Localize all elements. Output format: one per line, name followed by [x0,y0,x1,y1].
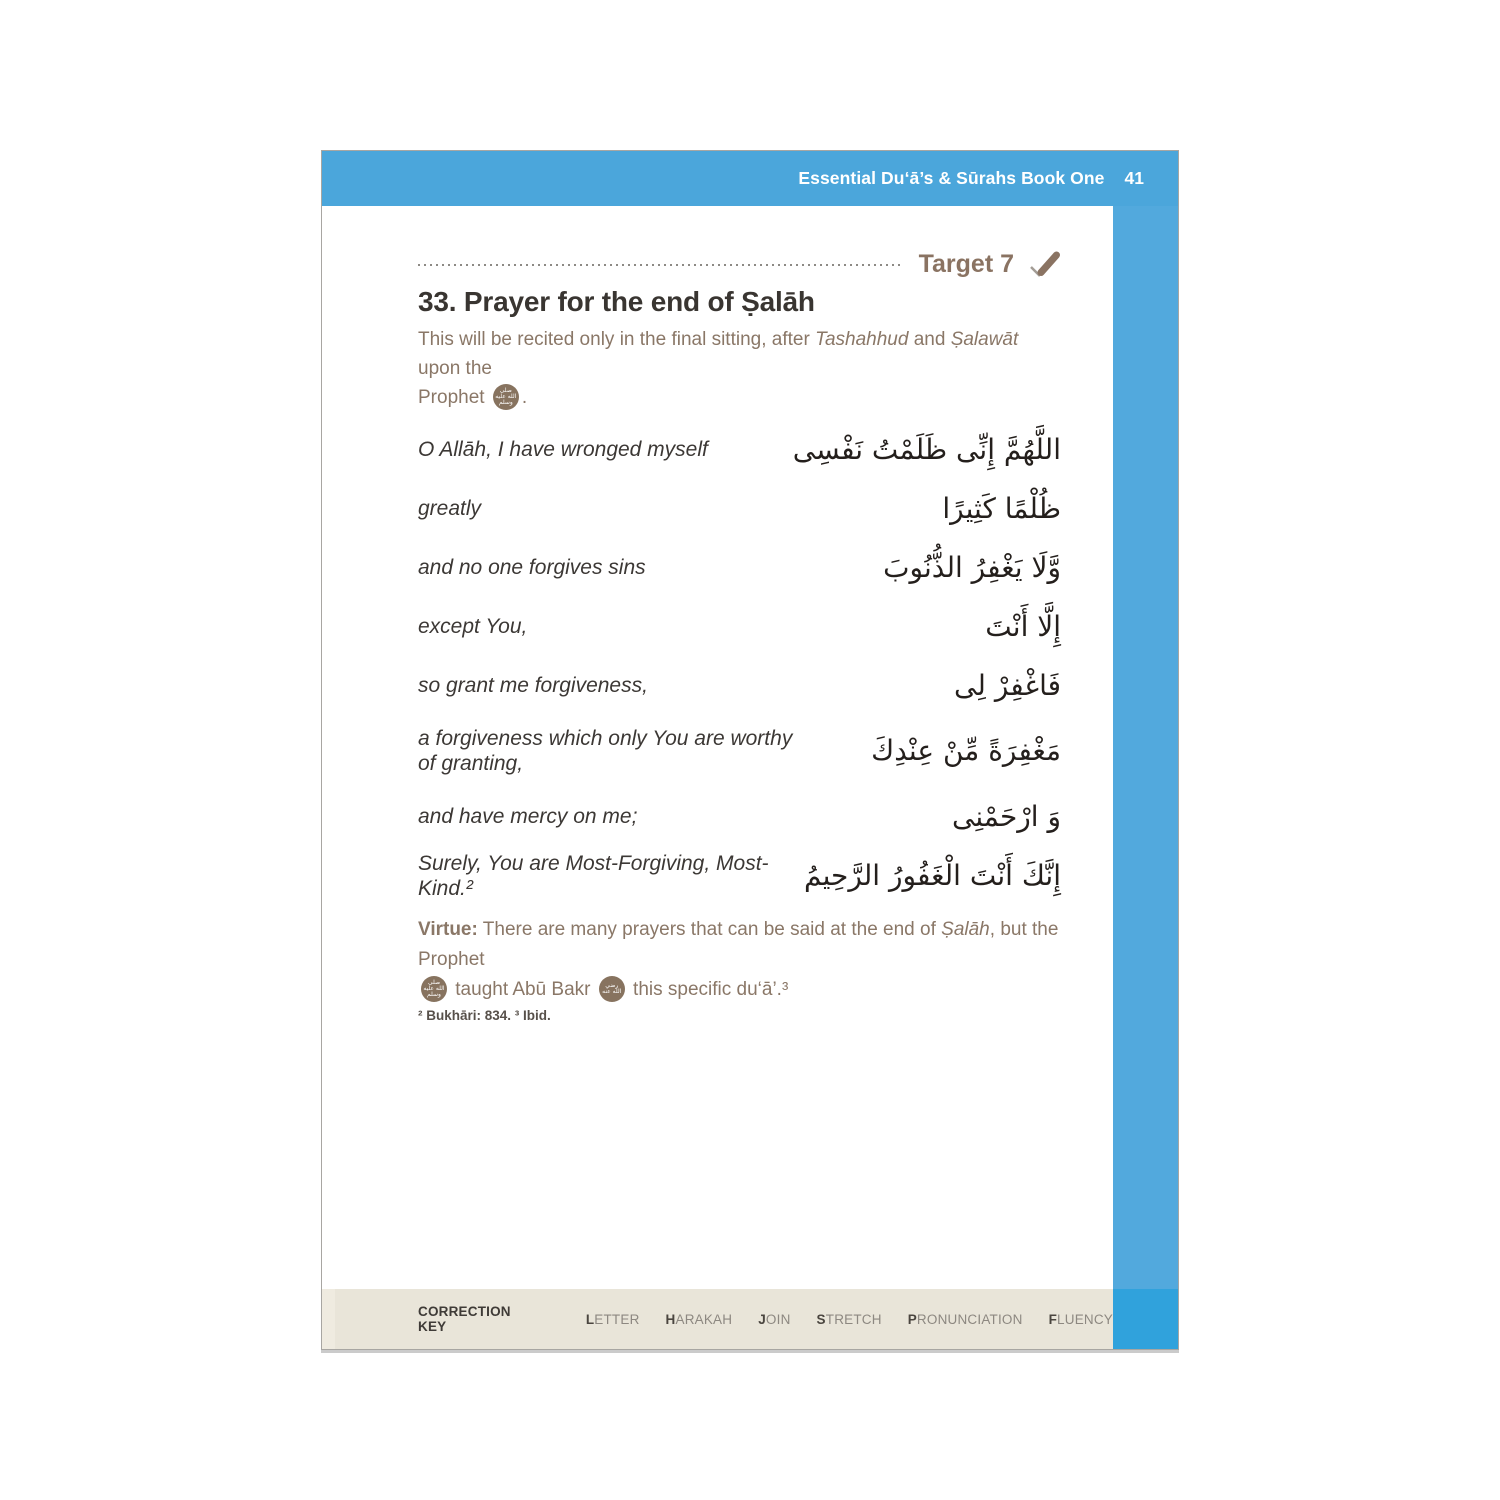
page-number: 41 [1124,168,1144,188]
text-segment: this specific du‘ā’.³ [627,979,789,1000]
sidebar-blue-band [1113,206,1178,1289]
dua-arabic-text: وَ ارْحَمْنِى [951,799,1061,833]
page-content [322,206,1113,1023]
book-title: Essential Du‘ā’s & Sūrahs Book One [798,168,1105,188]
correction-key-item: HARAKAH [665,1311,733,1327]
intro-line-1 [418,325,1061,383]
dua-row [418,479,1061,538]
intro-paragraph [418,325,1061,412]
dua-english-translation: Surely, You are Most-Forgiving, Most-Kind.² [418,851,769,900]
prophet-saw-badge: صلى الله عليه وسلم [493,384,519,410]
dua-english-translation: O Allāh, I have wronged myself [418,438,708,461]
dua-english-translation: except You, [418,615,528,638]
correction-key-footer [322,1289,1113,1349]
text-segment: Ṣalāh [941,919,990,940]
section-heading: 33. Prayer for the end of Ṣalāh [418,286,815,317]
text-segment: Prophet [418,387,490,408]
footnote: ² Bukhāri: 834. ³ Ibid. [418,1008,551,1023]
dua-arabic-text: اللَّهُمَّ إِنِّى ظَلَمْتُ نَفْسِى [792,432,1061,466]
correction-key-item: STRETCH [816,1311,882,1327]
text-segment: This will be recited only in the final sitting, after [418,329,816,350]
dua-english-translation: a forgiveness which only You are worthy of granting, [418,727,793,775]
dua-rows [418,420,1061,905]
dua-row [418,538,1061,597]
dua-row [418,715,1061,787]
correction-key-label: CORRECTION KEY [418,1304,511,1334]
target-label: Target 7 [918,249,1014,278]
radiallahu-anhu-badge: رضي الله عنه [599,976,625,1002]
text-segment: Virtue: [418,919,478,940]
text-segment: upon the [418,358,492,379]
dua-row [418,420,1061,479]
page-header [322,151,1178,206]
correction-key-items [586,1312,1113,1327]
correction-key-item: JOIN [758,1311,791,1327]
prophet-saw-badge: صلى الله عليه وسلم [421,976,447,1002]
virtue-paragraph [418,915,1061,1005]
correction-key-item: LETTER [585,1311,640,1327]
dua-row [418,846,1061,905]
dua-arabic-text: وَّلَا يَغْفِرُ الذُّنُوبَ [883,550,1061,584]
dua-english-translation: and have mercy on me; [418,805,638,828]
dua-english-translation: so grant me forgiveness, [418,674,648,697]
dua-english-translation: and no one forgives sins [418,556,646,579]
intro-line-2 [418,383,1061,412]
correction-key-item: PRONUNCIATION [907,1311,1023,1327]
checkmark-icon [1027,250,1061,278]
text-segment: taught Abū Bakr [450,979,596,1000]
text-segment: Ṣalawāt [950,329,1019,350]
dua-row [418,656,1061,715]
dua-arabic-text: إِنَّكَ أَنْتَ الْغَفُورُ الرَّحِيمُ [803,858,1061,892]
virtue-line-1 [418,915,1061,975]
target-row [418,249,1061,279]
correction-key-item: FLUENCY [1048,1311,1113,1327]
text-segment: Tashahhud [815,329,909,350]
dua-english-translation: greatly [418,497,482,520]
virtue-line-2 [418,975,1061,1005]
sidebar-footer-block [1113,1289,1178,1349]
text-segment: . [521,387,528,408]
dua-row [418,787,1061,846]
text-segment: There are many prayers that can be said at the end of [477,919,942,940]
text-segment: , but the Prophet [418,919,1059,970]
dua-arabic-text: فَاغْفِرْ لِى [954,668,1061,702]
dua-arabic-text: إِلَّا أَنْتَ [985,609,1061,643]
dua-row [418,597,1061,656]
dua-arabic-text: مَغْفِرَةً مِّنْ عِنْدِكَ [871,734,1061,768]
book-page [321,150,1179,1350]
dua-arabic-text: ظُلْمًا كَثِيرًا [942,491,1061,525]
text-segment: and [908,329,951,350]
dotted-leader-line [418,264,902,266]
page-body [322,206,1178,1349]
